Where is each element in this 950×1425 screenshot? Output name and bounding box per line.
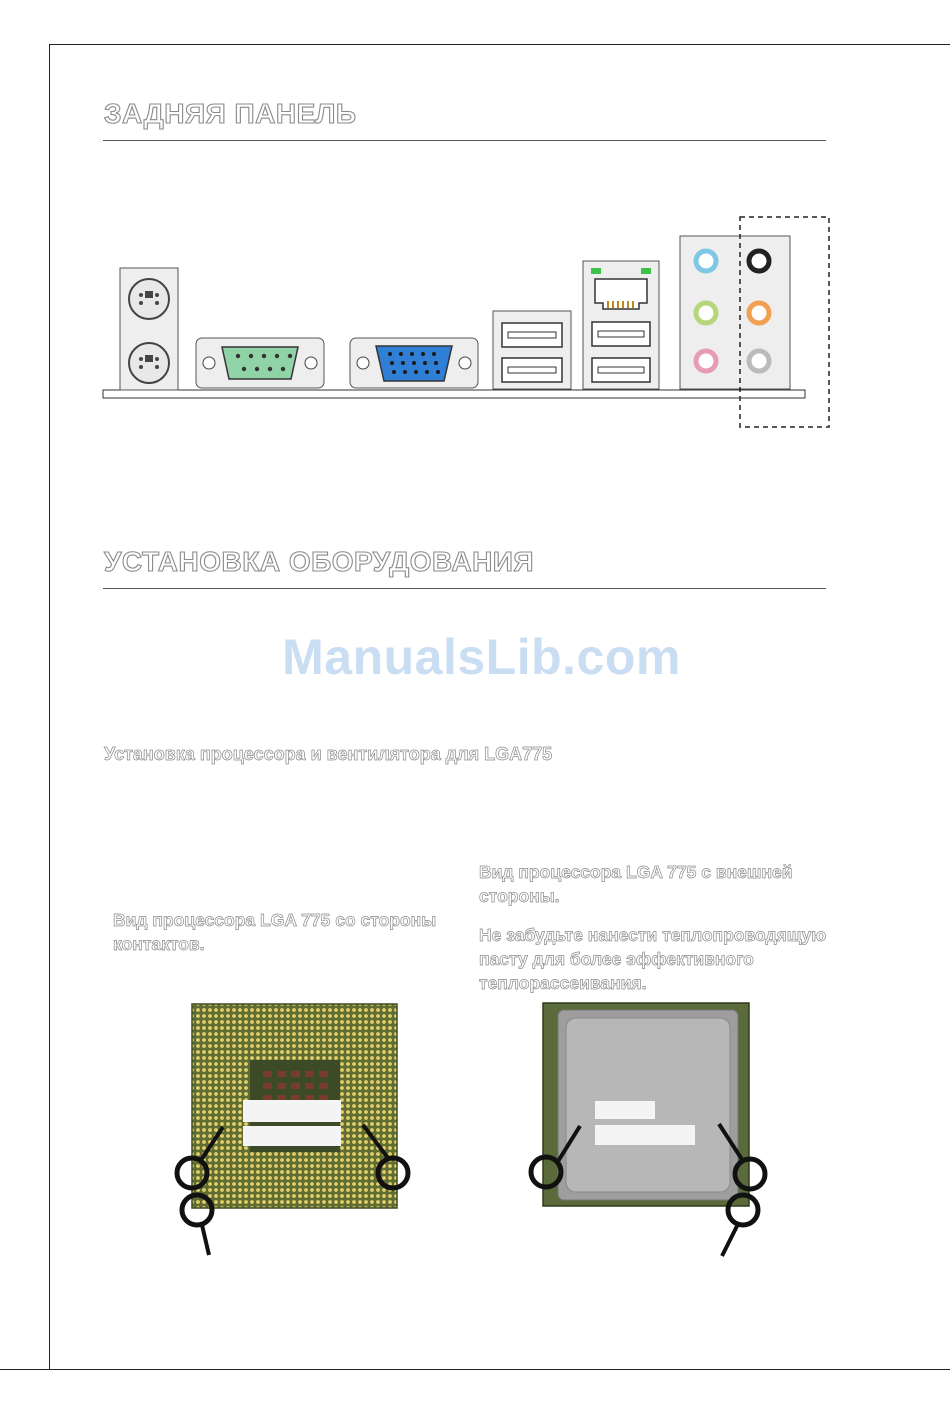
back-panel-rule xyxy=(103,140,826,141)
hardware-setup-title: УСТАНОВКА ОБОРУДОВАНИЯ xyxy=(104,546,535,577)
ps2-mouse-port xyxy=(129,279,169,319)
page-frame-top xyxy=(49,44,950,45)
io-shield-base xyxy=(103,390,805,398)
audio-mic-jack xyxy=(696,351,716,371)
ps2-ports xyxy=(120,268,178,390)
page-frame-left xyxy=(49,44,50,1369)
caption-thermal-paste: Не забудьте нанести теплопроводящую пасту для более эффективного теплорассеивания. xyxy=(479,925,827,993)
cpu-top-side-image xyxy=(525,998,775,1260)
cpu-install-subtitle: Установка процессора и вентилятора для LGA775 xyxy=(104,744,553,764)
usb-ports xyxy=(493,311,571,389)
caption-top-side: Вид процессора LGA 775 с внешней стороны. xyxy=(479,862,793,906)
caption-pin-side: Вид процессора LGA 775 со стороны контактов. xyxy=(113,910,437,954)
lan-port xyxy=(595,279,647,309)
audio-rear-jack xyxy=(749,251,769,271)
vga-port xyxy=(350,338,478,388)
back-panel-diagram xyxy=(95,205,835,435)
back-panel-title: ЗАДНЯЯ ПАНЕЛЬ xyxy=(104,98,357,129)
ps2-keyboard-port xyxy=(129,343,169,383)
audio-jacks xyxy=(680,236,790,389)
alignment-mark-label-left xyxy=(243,1100,341,1122)
audio-line-out-jack xyxy=(696,303,716,323)
alignment-mark-label-right xyxy=(595,1101,655,1119)
lan-usb-stack xyxy=(583,261,659,389)
hardware-setup-rule xyxy=(103,588,826,589)
cpu-pin-side-image xyxy=(165,995,425,1260)
audio-side-jack xyxy=(749,351,769,371)
page-frame-bottom xyxy=(0,1369,950,1370)
audio-line-in-jack xyxy=(696,251,716,271)
watermark-logo: ManualsLib.com xyxy=(282,629,681,685)
audio-center-jack xyxy=(749,303,769,323)
serial-port xyxy=(196,338,324,388)
